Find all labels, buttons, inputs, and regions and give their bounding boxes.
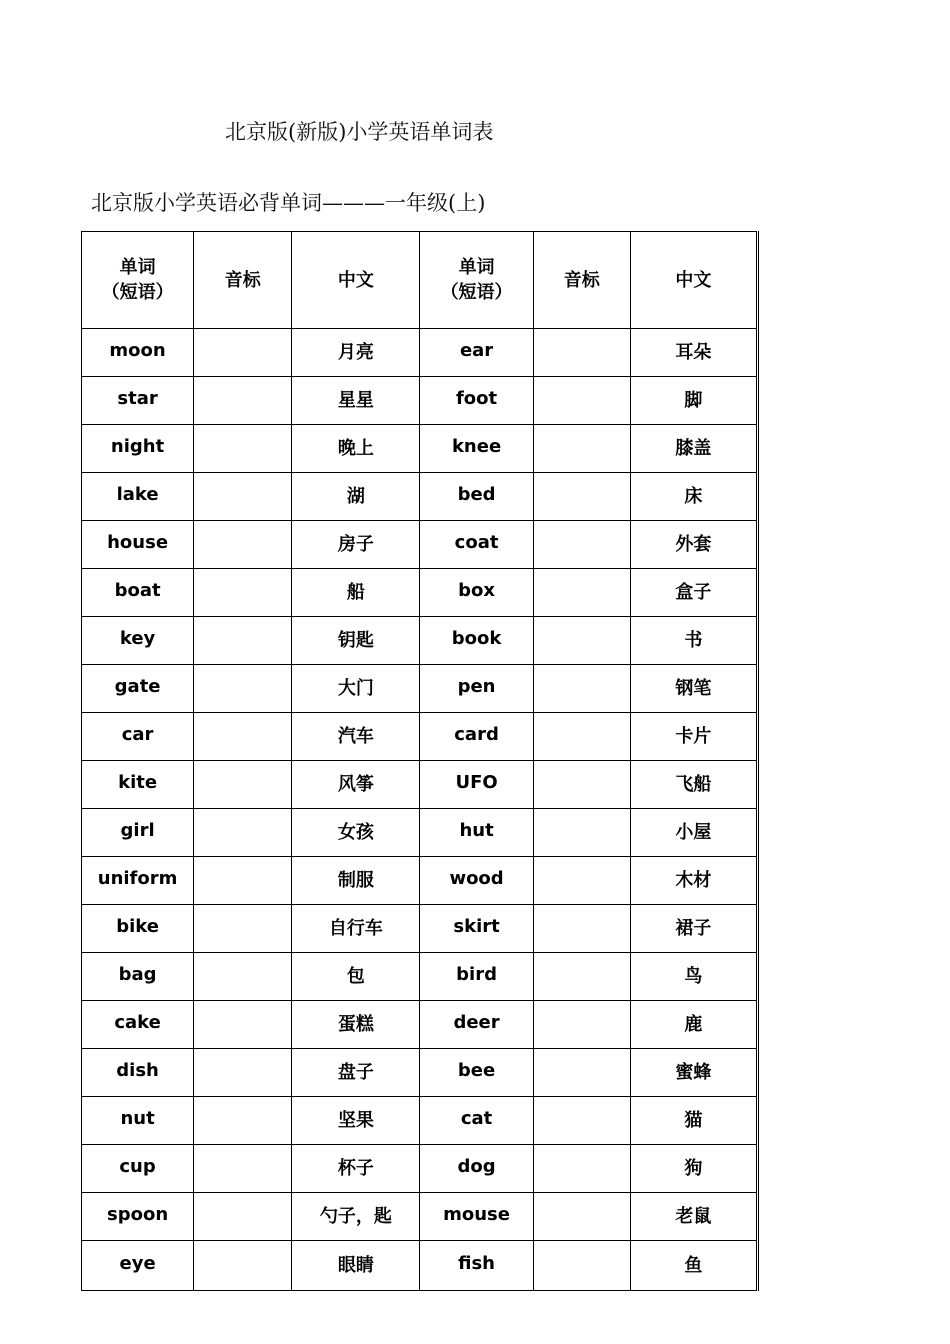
phonetic-cell — [533, 1241, 630, 1291]
word-cell: bed — [420, 473, 533, 521]
chinese-cell: 包 — [292, 953, 420, 1001]
phonetic-cell — [194, 569, 292, 617]
table-row — [82, 569, 758, 617]
chinese-cell: 飞船 — [630, 761, 757, 809]
chinese-cell: 钥匙 — [292, 617, 420, 665]
word-cell: gate — [82, 665, 194, 713]
header-word-1: 单词 （短语） — [82, 232, 194, 329]
chinese-cell: 勺子，匙 — [292, 1193, 420, 1241]
table-row — [82, 1049, 758, 1097]
chinese-cell: 裙子 — [630, 905, 757, 953]
chinese-cell: 晚上 — [292, 425, 420, 473]
word-cell: girl — [82, 809, 194, 857]
phonetic-cell — [194, 1145, 292, 1193]
word-cell: eye — [82, 1241, 194, 1291]
table-row — [82, 377, 758, 425]
phonetic-cell — [194, 857, 292, 905]
chinese-cell: 狗 — [630, 1145, 757, 1193]
chinese-cell: 坚果 — [292, 1097, 420, 1145]
chinese-cell: 鱼 — [630, 1241, 757, 1291]
phonetic-cell — [194, 329, 292, 377]
word-cell: house — [82, 521, 194, 569]
phonetic-cell — [194, 521, 292, 569]
table-row — [82, 857, 758, 905]
phonetic-cell — [533, 521, 630, 569]
word-cell: car — [82, 713, 194, 761]
phonetic-cell — [194, 1001, 292, 1049]
word-cell: bee — [420, 1049, 533, 1097]
word-cell: cup — [82, 1145, 194, 1193]
table-row — [82, 617, 758, 665]
phonetic-cell — [533, 713, 630, 761]
vocabulary-table — [81, 231, 759, 1291]
word-cell: ear — [420, 329, 533, 377]
word-cell: spoon — [82, 1193, 194, 1241]
chinese-cell: 小屋 — [630, 809, 757, 857]
word-cell: star — [82, 377, 194, 425]
phonetic-cell — [194, 1193, 292, 1241]
chinese-cell: 膝盖 — [630, 425, 757, 473]
chinese-cell: 蛋糕 — [292, 1001, 420, 1049]
word-cell: moon — [82, 329, 194, 377]
table-row — [82, 809, 758, 857]
word-cell: fish — [420, 1241, 533, 1291]
table-row — [82, 473, 758, 521]
chinese-cell: 船 — [292, 569, 420, 617]
phonetic-cell — [194, 905, 292, 953]
phonetic-cell — [194, 617, 292, 665]
phonetic-cell — [533, 953, 630, 1001]
phonetic-cell — [533, 473, 630, 521]
word-cell: bike — [82, 905, 194, 953]
section-title: 北京版小学英语必背单词———一年级(上) — [91, 191, 486, 215]
word-cell: mouse — [420, 1193, 533, 1241]
table-row — [82, 1001, 758, 1049]
word-cell: kite — [82, 761, 194, 809]
chinese-cell: 钢笔 — [630, 665, 757, 713]
chinese-cell: 猫 — [630, 1097, 757, 1145]
chinese-cell: 鸟 — [630, 953, 757, 1001]
table-row — [82, 761, 758, 809]
phonetic-cell — [194, 473, 292, 521]
word-cell: box — [420, 569, 533, 617]
word-cell: foot — [420, 377, 533, 425]
word-cell: nut — [82, 1097, 194, 1145]
word-cell: UFO — [420, 761, 533, 809]
phonetic-cell — [194, 665, 292, 713]
header-phonetic-1: 音标 — [194, 232, 292, 329]
table-row — [82, 1193, 758, 1241]
table-row — [82, 521, 758, 569]
word-cell: uniform — [82, 857, 194, 905]
phonetic-cell — [533, 1097, 630, 1145]
phonetic-cell — [533, 1001, 630, 1049]
phonetic-cell — [533, 665, 630, 713]
word-cell: bag — [82, 953, 194, 1001]
phonetic-cell — [533, 329, 630, 377]
chinese-cell: 脚 — [630, 377, 757, 425]
word-cell: night — [82, 425, 194, 473]
chinese-cell: 大门 — [292, 665, 420, 713]
word-cell: deer — [420, 1001, 533, 1049]
chinese-cell: 月亮 — [292, 329, 420, 377]
phonetic-cell — [194, 713, 292, 761]
word-cell: card — [420, 713, 533, 761]
chinese-cell: 书 — [630, 617, 757, 665]
phonetic-cell — [194, 1049, 292, 1097]
phonetic-cell — [194, 377, 292, 425]
word-cell: wood — [420, 857, 533, 905]
chinese-cell: 卡片 — [630, 713, 757, 761]
chinese-cell: 自行车 — [292, 905, 420, 953]
phonetic-cell — [533, 617, 630, 665]
phonetic-cell — [533, 857, 630, 905]
chinese-cell: 床 — [630, 473, 757, 521]
chinese-cell: 盘子 — [292, 1049, 420, 1097]
chinese-cell: 老鼠 — [630, 1193, 757, 1241]
header-phonetic-2: 音标 — [533, 232, 630, 329]
table-row — [82, 713, 758, 761]
chinese-cell: 木材 — [630, 857, 757, 905]
header-word-2: 单词 （短语） — [420, 232, 533, 329]
table-row — [82, 665, 758, 713]
phonetic-cell — [194, 953, 292, 1001]
phonetic-cell — [533, 1193, 630, 1241]
word-cell: bird — [420, 953, 533, 1001]
phonetic-cell — [533, 905, 630, 953]
word-cell: lake — [82, 473, 194, 521]
chinese-cell: 鹿 — [630, 1001, 757, 1049]
table-row — [82, 1145, 758, 1193]
table-row — [82, 905, 758, 953]
phonetic-cell — [533, 1145, 630, 1193]
word-cell: dish — [82, 1049, 194, 1097]
table-row — [82, 1097, 758, 1145]
header-chinese-2: 中文 — [630, 232, 757, 329]
word-cell: key — [82, 617, 194, 665]
phonetic-cell — [194, 809, 292, 857]
chinese-cell: 盒子 — [630, 569, 757, 617]
word-cell: pen — [420, 665, 533, 713]
word-cell: book — [420, 617, 533, 665]
chinese-cell: 星星 — [292, 377, 420, 425]
word-cell: coat — [420, 521, 533, 569]
phonetic-cell — [533, 809, 630, 857]
chinese-cell: 房子 — [292, 521, 420, 569]
table-row — [82, 1241, 758, 1291]
phonetic-cell — [194, 1097, 292, 1145]
word-cell: boat — [82, 569, 194, 617]
word-cell: dog — [420, 1145, 533, 1193]
table-row — [82, 425, 758, 473]
word-cell: cake — [82, 1001, 194, 1049]
chinese-cell: 外套 — [630, 521, 757, 569]
chinese-cell: 风筝 — [292, 761, 420, 809]
phonetic-cell — [533, 1049, 630, 1097]
phonetic-cell — [194, 425, 292, 473]
chinese-cell: 制服 — [292, 857, 420, 905]
table-row — [82, 329, 758, 377]
document-title: 北京版(新版)小学英语单词表 — [225, 120, 494, 144]
header-chinese-1: 中文 — [292, 232, 420, 329]
phonetic-cell — [533, 761, 630, 809]
word-cell: hut — [420, 809, 533, 857]
word-cell: skirt — [420, 905, 533, 953]
table-row — [82, 953, 758, 1001]
chinese-cell: 湖 — [292, 473, 420, 521]
chinese-cell: 耳朵 — [630, 329, 757, 377]
phonetic-cell — [533, 377, 630, 425]
chinese-cell: 汽车 — [292, 713, 420, 761]
chinese-cell: 眼睛 — [292, 1241, 420, 1291]
chinese-cell: 蜜蜂 — [630, 1049, 757, 1097]
phonetic-cell — [533, 425, 630, 473]
word-cell: cat — [420, 1097, 533, 1145]
table-header-row — [82, 232, 758, 329]
phonetic-cell — [194, 761, 292, 809]
chinese-cell: 女孩 — [292, 809, 420, 857]
word-cell: knee — [420, 425, 533, 473]
phonetic-cell — [533, 569, 630, 617]
chinese-cell: 杯子 — [292, 1145, 420, 1193]
phonetic-cell — [194, 1241, 292, 1291]
